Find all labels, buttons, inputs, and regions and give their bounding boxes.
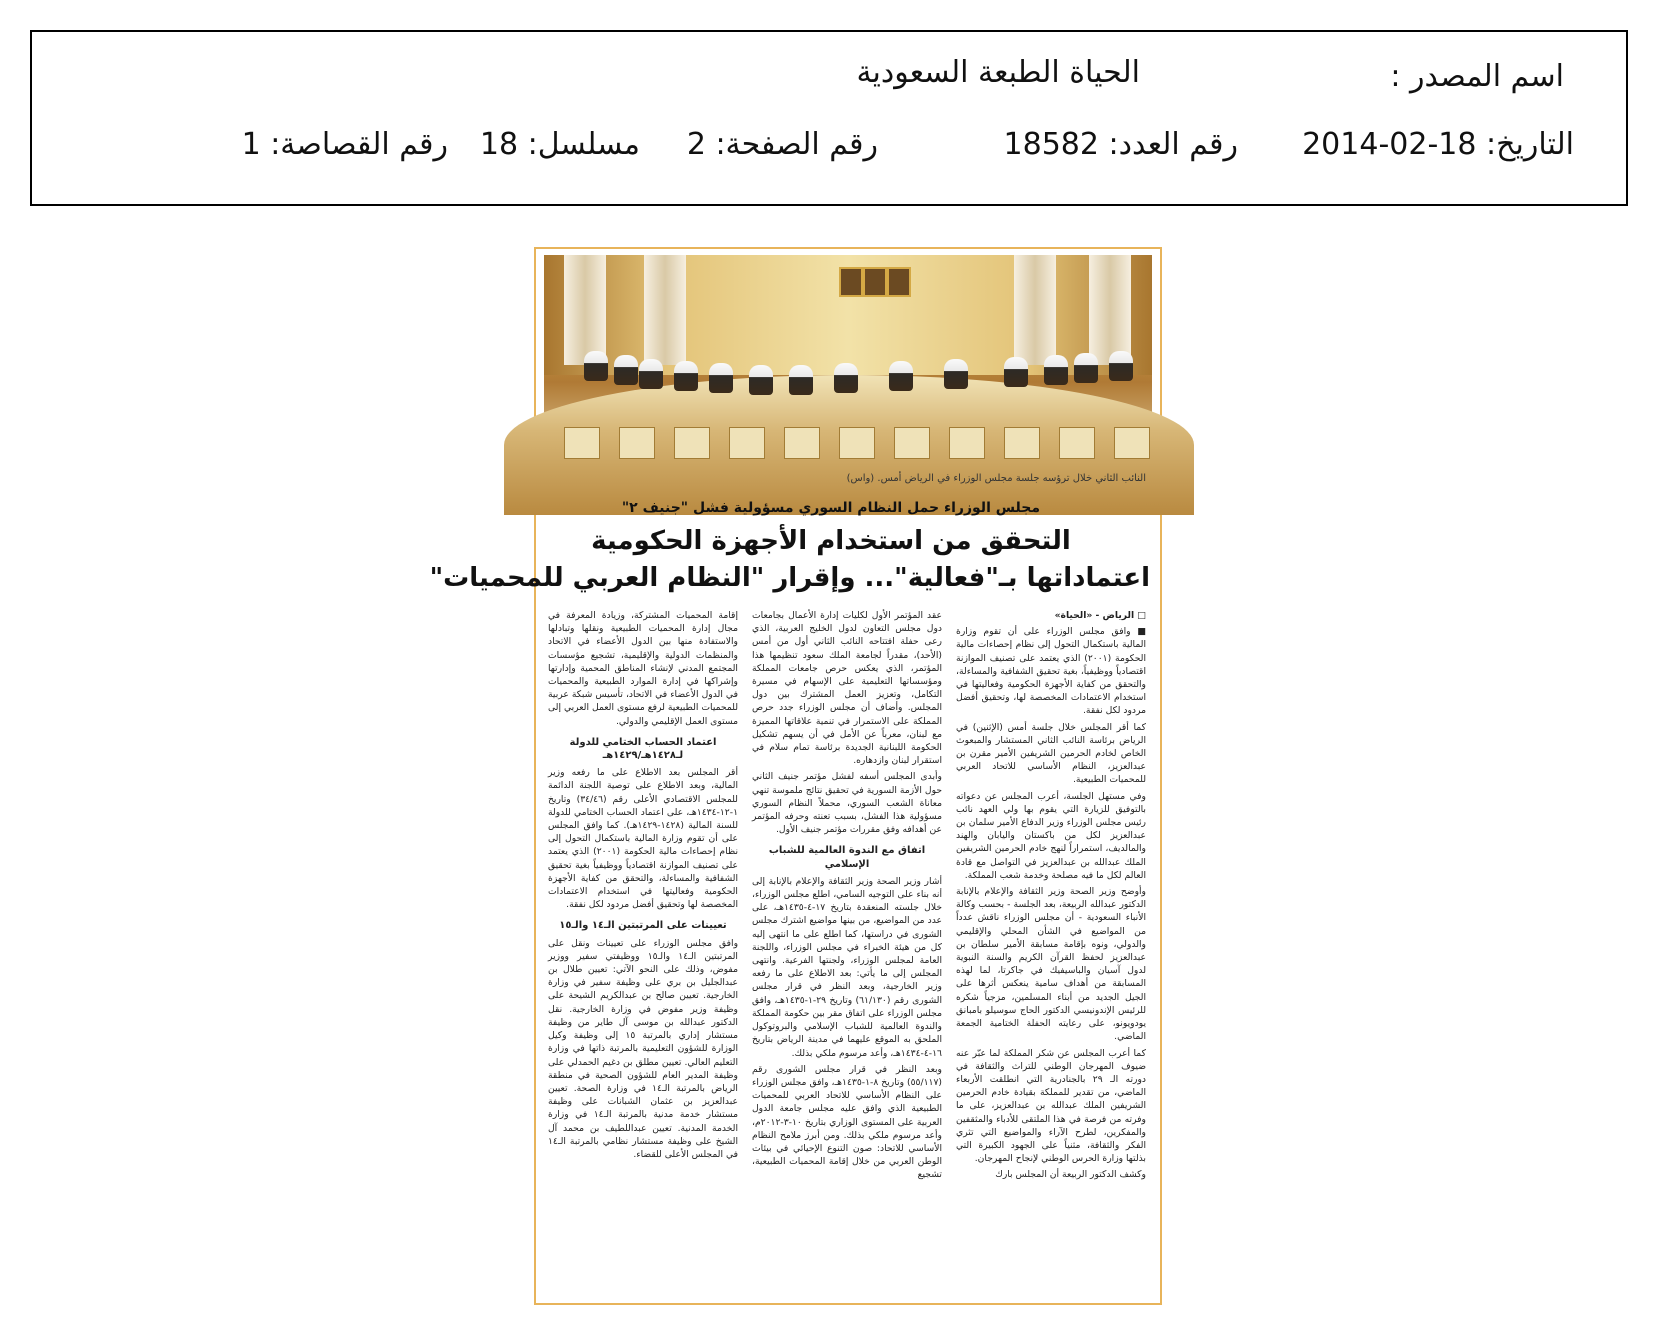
page-number: رقم الصفحة: 2	[686, 127, 878, 162]
cabinet-meeting-photo	[544, 255, 1152, 467]
headline-line-2: اعتماداتها بـ"فعالية"... وإقرار "النظام العربي للمحميات"	[429, 563, 1150, 593]
paragraph: أقر المجلس بعد الاطلاع على ما رفعه وزير المالية، وبعد الاطلاع على توصية اللجنة الدائمة للمجلس الاقتصادي الأعلى رقم (٣٤/٤٦) وتاريخ ١-١٢-١٤٣٤هـ، على اعتماد الحساب الختامي للدولة للسنة المالية (١٤٢٨-١٤٢٩هـ). كما وافق المجلس على أن تقوم وزارة المالية باستكمال التحول إلى نظام إحصاءات مالية الحكومة (٢٠٠١) الذي يعتمد على تصنيف الموازنة اقتصادياً ووظيفياً بغية تحقيق الشفافية والمساءلة، والتحقق من كفاية الأجهزة الحكومية وفعاليتها في استخدام الاعتمادات المخصصة لها وتحقيق أفضل مردود لكل نفقة.	[548, 767, 738, 911]
newspaper-clipping	[429, 247, 1162, 1305]
subheading: تعيينات على المرتبتين الـ١٤ والـ١٥	[559, 920, 727, 932]
portraits-icon	[839, 267, 909, 312]
clip-info-box	[30, 30, 1628, 206]
subheading: اعتماد الحساب الختامي للدولة لـ١٤٢٨هـ/١٤٢٩هـ	[569, 736, 717, 762]
dateline: □ الرياض - «الحياة»	[1054, 610, 1146, 621]
paragraph: كما أقر المجلس خلال جلسة أمس (الإثنين) في الرياض برئاسة النائب الثاني المستشار والمبعوث الخاص لخادم الحرمين الشريفين الأمير مقرن بن عبدالعزيز، النظام الأساسي للاتحاد العربي للمحميات الطبيعية.	[956, 721, 1146, 786]
serial-number: مسلسل: 18	[479, 127, 640, 162]
paragraph: وبعد النظر في قرار مجلس الشورى رقم (٥٥/١١٧) وتاريخ ٨-١-١٤٣٥هـ، وافق مجلس الوزراء على النظام الأساسي للاتحاد العربي للمحميات الطبيعية الذي وافق عليه مجلس جامعة الدول العربية على المستوى الوزاري بتاريخ ١٠-٣-٢٠١٢م، وأعد مرسوم ملكي بذلك. ومن أبرز ملامح النظام الأساسي للاتحاد: صون التنوع الإحيائي في بيئات الوطن العربي من خلال إقامة المحميات الطبيعية، تشجيع	[752, 1063, 942, 1181]
article-column-2	[752, 609, 942, 1299]
paragraph: وافق مجلس الوزراء على تعيينات ونقل على المرتبتين الـ١٤ والـ١٥ ووظيفتي سفير ووزير مفوض، وذلك على النحو الآتي: تعيين طلال بن عبدالجليل بن بري على وظيفة سفير في وزارة الخارجية. تعيين صالح بن عبدالكريم الشيحة على وظيفة وزير مفوض في وزارة الخارجية. نقل الدكتور عبدالله بن موسى آل طاير من وظيفة مستشار إداري بالمرتبة ١٥ إلى وظيفة وكيل الوزارة للشؤون التعليمية بالمرتبة ذاتها في وزارة التعليم العالي. تعيين مطلق بن دغيم الحمدلي على وظيفة المدير العام للشؤون الصحية في منطقة الرياض بالمرتبة الـ١٤ في وزارة الصحة. تعيين عبدالعزيز بن عثمان الشبانات على وظيفة مستشار خدمة مدنية بالمرتبة الـ١٤ في وزارة الخدمة المدنية. تعيين عبداللطيف بن محمد آل الشيخ على وظيفة مستشار نظامي بالمرتبة الـ١٤ في المجلس الأعلى للقضاء.	[548, 937, 738, 1160]
source-value: الحياة الطبعة السعودية	[856, 55, 1140, 90]
paragraph: كما أعرب المجلس عن شكر المملكة لما عبّر عنه ضيوف المهرجان الوطني للتراث والثقافة في دورته الـ ٢٩ بالجنادرية التي انطلقت الأربعاء الماضي، من تقدير للمملكة بقيادة خادم الحرمين الشريفين الملك عبدالله بن عبدالعزيز، على ما وفرته من فرصة في هذا الملتقى للأدباء والمثقفين والمفكرين، لطرح الآراء والمواضيع التي تثري الفكر والثقافة، مثنياً على الجهود الكبيرة التي بذلتها وزارة الحرس الوطني لإنجاح المهرجان.	[956, 1047, 1146, 1165]
paragraph: وكشف الدكتور الربيعة أن المجلس بارك	[995, 1169, 1146, 1181]
date-field: التاريخ: 18-02-2014	[1302, 127, 1574, 162]
article-column-1	[956, 609, 1146, 1299]
article-column-3	[548, 609, 738, 1299]
paragraph: وفي مستهل الجلسة، أعرب المجلس عن دعواته بالتوفيق للزيارة التي يقوم بها ولي العهد نائب رئيس مجلس الوزراء وزير الدفاع الأمير سلمان بن عبدالعزيز لكل من باكستان واليابان والهند والمالديف، استمراراً لنهج خادم الحرمين الشريفين الملك عبدالله بن عبدالعزيز في التواصل مع قادة العالم لكل ما فيه مصلحة وخدمة شعب المملكة.	[956, 790, 1146, 881]
source-label: اسم المصدر :	[1390, 59, 1564, 94]
issue-number: رقم العدد: 18582	[1003, 127, 1238, 162]
article-kicker: مجلس الوزراء حمل النظام السوري مسؤولية فشل "جنيف ٢"	[621, 500, 1040, 516]
paragraph: أشار وزير الصحة وزير الثقافة والإعلام بالإنابة إلى أنه بناء على التوجيه السامي، اطلع مجلس الوزراء، خلال جلسته المنعقدة بتاريخ ١٧-٤-١٤٣٥هـ، على عدد من المواضيع، من بينها مواضيع اشترك مجلس الشورى في دراستها، كما اطلع على ما انتهى إليه كل من هيئة الخبراء في مجلس الوزراء، واللجنة العامة لمجلس الوزراء، ولجنتها الفرعية. وانتهى المجلس إلى ما يأتي: بعد الاطلاع على ما رفعه وزير الخارجية، وبعد النظر في قرار مجلس الشورى رقم (٦١/١٣٠) وتاريخ ٢٩-١-١٤٣٥هـ، وافق مجلس الوزراء على اتفاق مقر بين حكومة المملكة والندوة العالمية للشباب الإسلامي والبروتوكول الملحق به الموقع عليهما في مدينة الرياض بتاريخ ١٦-٤-١٤٣٤هـ، وأعد مرسوم ملكي بذلك.	[752, 875, 943, 1059]
paragraph: ■ وافق مجلس الوزراء على أن تقوم وزارة المالية باستكمال التحول إلى نظام إحصاءات مالية الحكومة (٢٠٠١) الذي يعتمد على تصنيف الموازنة اقتصادياً ووظيفياً، بغية تحقيق الشفافية والمساءلة، والتحقق من كفاية الأجهزة الحكومية وفعاليتها في استخدام الاعتمادات المخصصة لها، وتحقيق أفضل مردود لكل نفقة.	[956, 626, 1146, 717]
paragraph: إقامة المحميات المشتركة، وزيادة المعرفة في مجال إدارة المحميات الطبيعية ونقلها وتبادلها والاستفادة منها بين الدول الأعضاء في الاتحاد والمنظمات الدولية والإقليمية، تشجيع مؤسسات المجتمع المدني لإنشاء المناطق المحمية وإدارتها وإشراكها في إدارة الموارد الطبيعية والمحميات في الدول الأعضاء في الاتحاد، تأسيس شبكة عربية للمحميات الطبيعية لرفع مستوى العمل العربي إلى مستوى العمل الإقليمي والدولي.	[548, 610, 738, 727]
subheading: اتفاق مع الندوة العالمية للشباب الإسلامي	[768, 845, 926, 870]
photo-caption: النائب الثاني خلال ترؤسه جلسة مجلس الوزراء في الرياض أمس. (واس)	[846, 473, 1146, 484]
clip-number: رقم القصاصة: 1	[241, 127, 448, 162]
paragraph: وأبدى المجلس أسفه لفشل مؤتمر جنيف الثاني حول الأزمة السورية في تحقيق نتائج ملموسة تنهي معاناة الشعب السوري، محملاً النظام السوري مسؤولية هذا الفشل، بسبب تعنته وحرفه المؤتمر عن أهدافه وفق مقررات مؤتمر جنيف الأول.	[752, 771, 942, 836]
headline-line-1: التحقق من استخدام الأجهزة الحكومية	[591, 526, 1071, 556]
paragraph: عقد المؤتمر الأول لكليات إدارة الأعمال بجامعات دول مجلس التعاون لدول الخليج العربية، الذي رعى حفلة افتتاحه النائب الثاني أول من أمس (الأحد)، مقدراً لجامعة الملك سعود تنظيمها هذا المؤتمر، الذي يعكس حرص جامعات المملكة ومؤسساتها التعليمية على الإسهام في مسيرة التكامل، وتعزيز العمل المشترك بين دول المجلس. وأضاف أن مجلس الوزراء جدد حرص المملكة على الاستمرار في تنمية علاقاتها المميزة مع لبنان، معرباً عن الأمل في أن يسهم تشكيل الحكومة اللبنانية الجديدة برئاسة تمام سلام في استقرار لبنان وازدهاره.	[752, 610, 942, 767]
paragraph: وأوضح وزير الصحة وزير الثقافة والإعلام بالإنابة الدكتور عبدالله الربيعة، بعد الجلسة - بحسب وكالة الأنباء السعودية - أن مجلس الوزراء ناقش عدداً من المواضيع في الشأن المحلي والإقليمي والدولي، ونوه بإقامة مسابقة الأمير سلطان بن عبدالعزيز لحفظ القرآن الكريم والسنة النبوية لدول آسيان والباسيفيك في جاكرتا، لما لهذه المسابقة من أهداف سامية ينعكس أثرها على الجيل الجديد من أبناء المسلمين، مزجياً شكره للرئيس الإندونيسي الدكتور الحاج سوسيلو بامبانق يودويونو، على رعايته الحفلة الختامية الجمعة الماضي.	[956, 886, 1146, 1043]
